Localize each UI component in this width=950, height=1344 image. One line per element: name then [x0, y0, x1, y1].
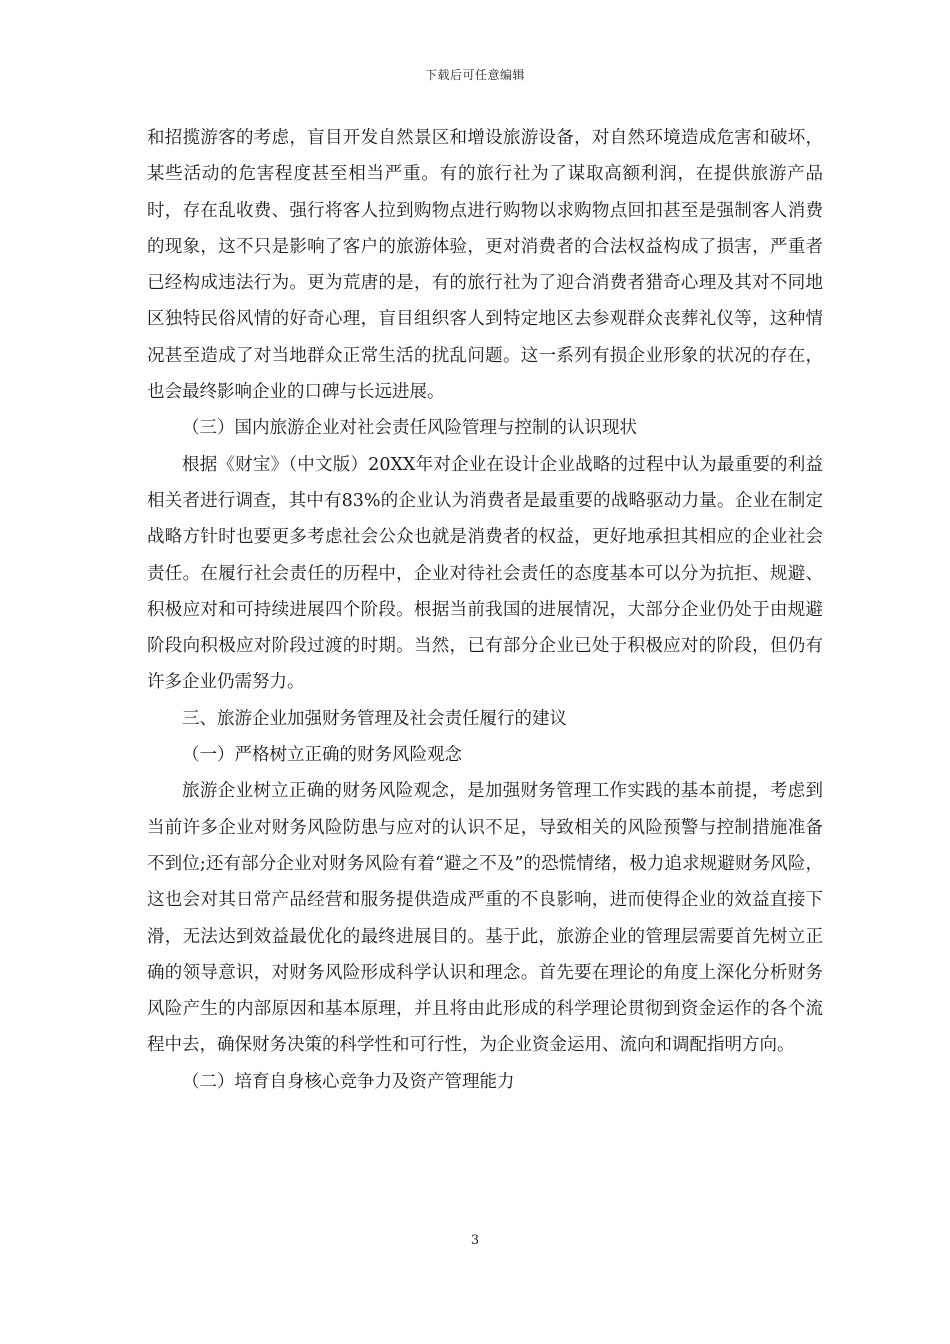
page-number: 3 — [470, 1233, 480, 1248]
paragraph-financial-risk: 旅游企业树立正确的财务风险观念，是加强财务管理工作实践的基本前提，考虑到当前许多企业对财务风险防患与应对的认识不足，导致相关的风险预警与控制措施准备不到位;还有部分企业对财务风险有着“避之不及”的恐慌情绪，极力追求规避财务风险，这也会对其日常产品经营和服务提供造成严重的不良影响，进而使得企业的效益直接下滑，无法达到效益最优化的最终进展目的。基于此，旅游企业的管理层需要首先树立正确的领导意识，对财务风险形成科学认识和理念。首先要在理论的角度上深化分析财务风险产生的内部原因和基本原理，并且将由此形成的科学理论贯彻到资金运作的各个流程中去，确保财务决策的科学性和可行性，为企业资金运用、流向和调配指明方向。 — [147, 781, 823, 1056]
section-heading-three: 三、旅游企业加强财务管理及社会责任履行的建议 — [182, 708, 567, 729]
paragraph-continued: 和招揽游客的考虑，盲目开发自然景区和增设旅游设备，对自然环境造成危害和破坏，某些活动的危害程度甚至相当严重。有的旅行社为了谋取高额利润，在提供旅游产品时，存在乱收费、强行将客人拉到购物点进行购物以求购物点回扣甚至是强制客人消费的现象，这不只是影响了客户的旅游体验，更对消费者的合法权益构成了损害，严重者已经构成违法行为。更为荒唐的是，有的旅行社为了迎合消费者猎奇心理及其对不同地区独特民俗风情的好奇心理，盲目组织客人到特定地区去参观群众丧葬礼仪等，这种情况甚至造成了对当地群众正常生活的扰乱问题。这一系列有损企业形象的状况的存在，也会最终影响企业的口碑与长远进展。 — [147, 128, 823, 403]
page-header-note: 下载后可任意编辑 — [424, 68, 525, 82]
paragraph-fortune-survey: 根据《财宝》（中文版）20XX年对企业在设计企业战略的过程中认为最重要的利益相关者进行调查，其中有83%的企业认为消费者是最重要的战略驱动力量。企业在制定战略方针时也要更多考虑社会公众也就是消费者的权益，更好地承担其相应的企业社会责任。在履行社会责任的历程中，企业对待社会责任的态度基本可以分为抗拒、规避、积极应对和可持续进展四个阶段。根据当前我国的进展情况，大部分企业仍处于由规避阶段向积极应对阶段过渡的时期。当然，已有部分企业已处于积极应对的阶段，但仍有许多企业仍需努力。 — [147, 454, 823, 693]
subheading-three: （三）国内旅游企业对社会责任风险管理与控制的认识现状 — [182, 418, 637, 439]
document-body — [147, 120, 823, 1100]
subheading-one: （一）严格树立正确的财务风险观念 — [182, 745, 462, 766]
subheading-two: （二）培育自身核心竞争力及资产管理能力 — [182, 1071, 515, 1092]
